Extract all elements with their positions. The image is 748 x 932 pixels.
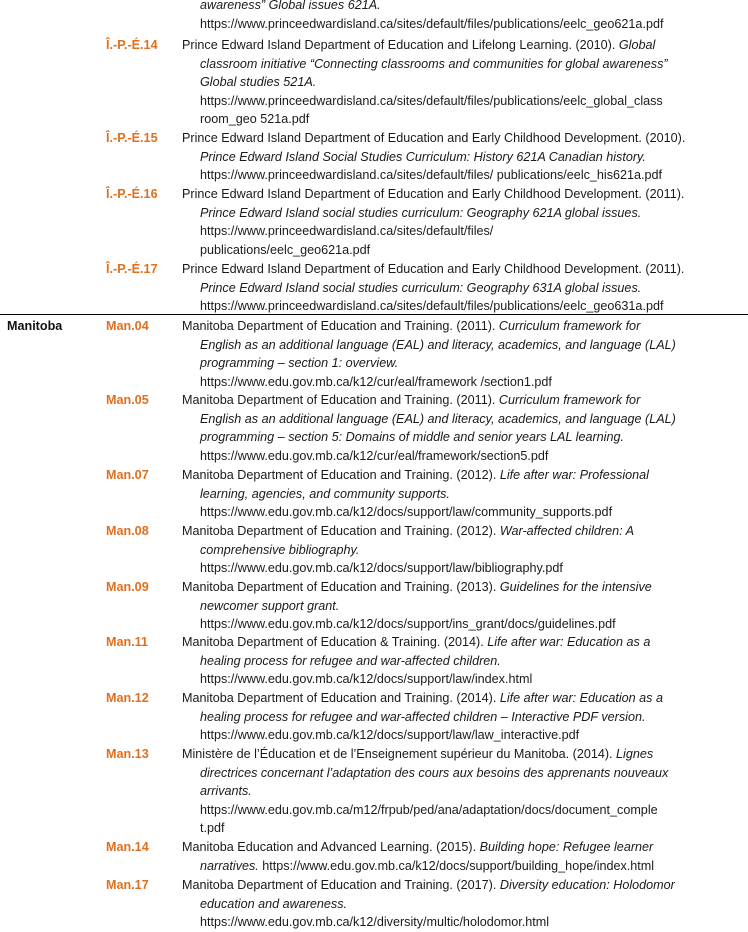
reference-title: Guidelines for the intensive bbox=[499, 580, 652, 594]
reference-url: https://www.princeedwardisland.ca/sites/default/files/ publications/eelc_his621a.pdf bbox=[200, 168, 663, 182]
reference-code: Man.14 bbox=[106, 840, 149, 854]
reference-author: Prince Edward Island Department of Education and Early Childhood Development. (2011). bbox=[182, 262, 685, 276]
reference-url: https://www.edu.gov.mb.ca/k12/cur/eal/framework /section1.pdf bbox=[200, 374, 552, 389]
reference-url: https://www.edu.gov.mb.ca/k12/docs/support/law/community_supports.pdf bbox=[200, 505, 613, 519]
reference-fragment-url: https://www.princeedwardisland.ca/sites/default/files/publications/eelc_geo621a.pdf bbox=[200, 17, 664, 31]
reference-title: War-affected children: A bbox=[499, 524, 635, 538]
reference-code: Î.-P.-É.16 bbox=[106, 187, 158, 201]
reference-line bbox=[182, 689, 663, 708]
reference-url: room_geo 521a.pdf bbox=[200, 112, 310, 126]
reference-url: https://www.edu.gov.mb.ca/k12/docs/support/law/index.html bbox=[200, 672, 533, 686]
reference-line bbox=[182, 466, 649, 485]
province-label: Manitoba bbox=[7, 319, 63, 333]
reference-line bbox=[182, 876, 675, 895]
reference-line bbox=[182, 578, 652, 597]
reference-code: Man.04 bbox=[106, 319, 149, 333]
reference-line bbox=[182, 745, 653, 764]
reference-author: Manitoba Education and Advanced Learning. (2015). bbox=[182, 840, 480, 854]
reference-author: Manitoba Department of Education & Training. (2014). bbox=[182, 635, 488, 649]
reference-line bbox=[182, 838, 653, 857]
reference-title: learning, agencies, and community supports. bbox=[200, 486, 450, 501]
reference-url: https://www.edu.gov.mb.ca/k12/docs/support/building_hope/index.html bbox=[258, 858, 655, 873]
reference-line bbox=[182, 633, 650, 652]
reference-title: Life after war: Professional bbox=[499, 468, 649, 482]
reference-url: https://www.edu.gov.mb.ca/m12/frpub/ped/ana/adaptation/docs/document_comple bbox=[200, 802, 658, 817]
reference-title: Building hope: Refugee learner bbox=[479, 840, 654, 854]
reference-url: t.pdf bbox=[200, 821, 225, 835]
reference-title: Global bbox=[618, 38, 656, 52]
reference-title: Prince Edward Island social studies curriculum: Geography 621A global issues. bbox=[200, 205, 642, 220]
reference-title: Curriculum framework for bbox=[498, 393, 641, 407]
reference-title: directrices concernant l’adaptation des cours aux besoins des apprenants nouveaux bbox=[200, 765, 669, 780]
reference-title: classroom initiative “Connecting classrooms and communities for global awareness” bbox=[200, 56, 668, 71]
reference-title: Life after war: Education as a bbox=[487, 635, 651, 649]
reference-title: Curriculum framework for bbox=[498, 319, 641, 333]
reference-author: Ministère de l’Éducation et de l’Enseignement supérieur du Manitoba. (2014). bbox=[182, 747, 617, 761]
reference-title: Lignes bbox=[616, 747, 654, 761]
reference-url: https://www.edu.gov.mb.ca/k12/docs/support/law/bibliography.pdf bbox=[200, 561, 563, 575]
reference-author: Prince Edward Island Department of Education and Early Childhood Development. (2011). bbox=[182, 187, 685, 201]
reference-code: Î.-P.-É.14 bbox=[106, 38, 158, 52]
reference-url: https://www.edu.gov.mb.ca/k12/cur/eal/framework/section5.pdf bbox=[200, 448, 549, 463]
reference-code: Man.08 bbox=[106, 524, 149, 538]
reference-code: Man.17 bbox=[106, 878, 149, 892]
reference-code: Î.-P.-É.15 bbox=[106, 131, 158, 145]
reference-code: Man.05 bbox=[106, 393, 149, 407]
reference-title: narratives. bbox=[200, 858, 259, 873]
section-divider bbox=[0, 314, 748, 315]
reference-line bbox=[182, 391, 640, 410]
reference-author: Manitoba Department of Education and Training. (2011). bbox=[182, 319, 499, 333]
reference-title: programming – section 5: Domains of middle and senior years LAL learning. bbox=[200, 430, 624, 444]
reference-title: newcomer support grant. bbox=[200, 598, 340, 613]
reference-title: healing process for refugee and war-affected children. bbox=[200, 653, 501, 668]
reference-title: arrivants. bbox=[200, 784, 252, 798]
reference-title: Life after war: Education as a bbox=[499, 691, 663, 705]
reference-code: Man.07 bbox=[106, 468, 149, 482]
reference-url: https://www.edu.gov.mb.ca/k12/docs/support/law/law_interactive.pdf bbox=[200, 728, 580, 742]
reference-title: English as an additional language (EAL) and literacy, academics, and language (LAL) bbox=[200, 411, 676, 426]
reference-code: Man.12 bbox=[106, 691, 149, 705]
reference-title: programming – section 1: overview. bbox=[200, 356, 399, 370]
reference-url: https://www.edu.gov.mb.ca/k12/docs/support/ins_grant/docs/guidelines.pdf bbox=[200, 617, 616, 631]
reference-code: Man.13 bbox=[106, 747, 149, 761]
reference-url: https://www.princeedwardisland.ca/sites/default/files/publications/eelc_global_class bbox=[200, 93, 663, 108]
reference-title: Global studies 521A. bbox=[200, 75, 317, 89]
reference-author: Prince Edward Island Department of Education and Lifelong Learning. (2010). bbox=[182, 38, 619, 52]
reference-author: Manitoba Department of Education and Training. (2012). bbox=[182, 524, 500, 538]
reference-url: https://www.princeedwardisland.ca/sites/default/files/ bbox=[200, 224, 494, 238]
reference-line bbox=[182, 317, 640, 336]
reference-line bbox=[200, 857, 654, 876]
reference-code: Î.-P.-É.17 bbox=[106, 262, 158, 276]
reference-author: Prince Edward Island Department of Education and Early Childhood Development. (2010). bbox=[182, 131, 686, 145]
reference-title: Diversity education: Holodomor bbox=[499, 878, 675, 892]
reference-title: comprehensive bibliography. bbox=[200, 542, 360, 557]
reference-author: Manitoba Department of Education and Training. (2012). bbox=[182, 468, 500, 482]
reference-title: healing process for refugee and war-affected children – Interactive PDF version. bbox=[200, 709, 646, 724]
reference-author: Manitoba Department of Education and Training. (2014). bbox=[182, 691, 500, 705]
reference-url: publications/eelc_geo621a.pdf bbox=[200, 242, 371, 257]
reference-title: English as an additional language (EAL) and literacy, academics, and language (LAL) bbox=[200, 337, 676, 352]
reference-author: Manitoba Department of Education and Training. (2017). bbox=[182, 878, 500, 892]
reference-line bbox=[182, 522, 634, 541]
reference-code: Man.09 bbox=[106, 580, 149, 594]
reference-title: Prince Edward Island Social Studies Curriculum: History 621A Canadian history. bbox=[200, 149, 646, 164]
reference-code: Man.11 bbox=[106, 635, 148, 649]
reference-title: Prince Edward Island social studies curriculum: Geography 631A global issues. bbox=[200, 280, 642, 295]
reference-url: https://www.edu.gov.mb.ca/k12/diversity/multic/holodomor.html bbox=[200, 915, 550, 929]
reference-title: education and awareness. bbox=[200, 896, 348, 911]
reference-url: https://www.princeedwardisland.ca/sites/default/files/publications/eelc_geo631a.pdf bbox=[200, 299, 664, 313]
reference-author: Manitoba Department of Education and Training. (2011). bbox=[182, 393, 499, 407]
reference-line bbox=[182, 36, 655, 55]
reference-fragment-title: awareness” Global issues 621A. bbox=[200, 0, 381, 12]
reference-author: Manitoba Department of Education and Training. (2013). bbox=[182, 580, 500, 594]
